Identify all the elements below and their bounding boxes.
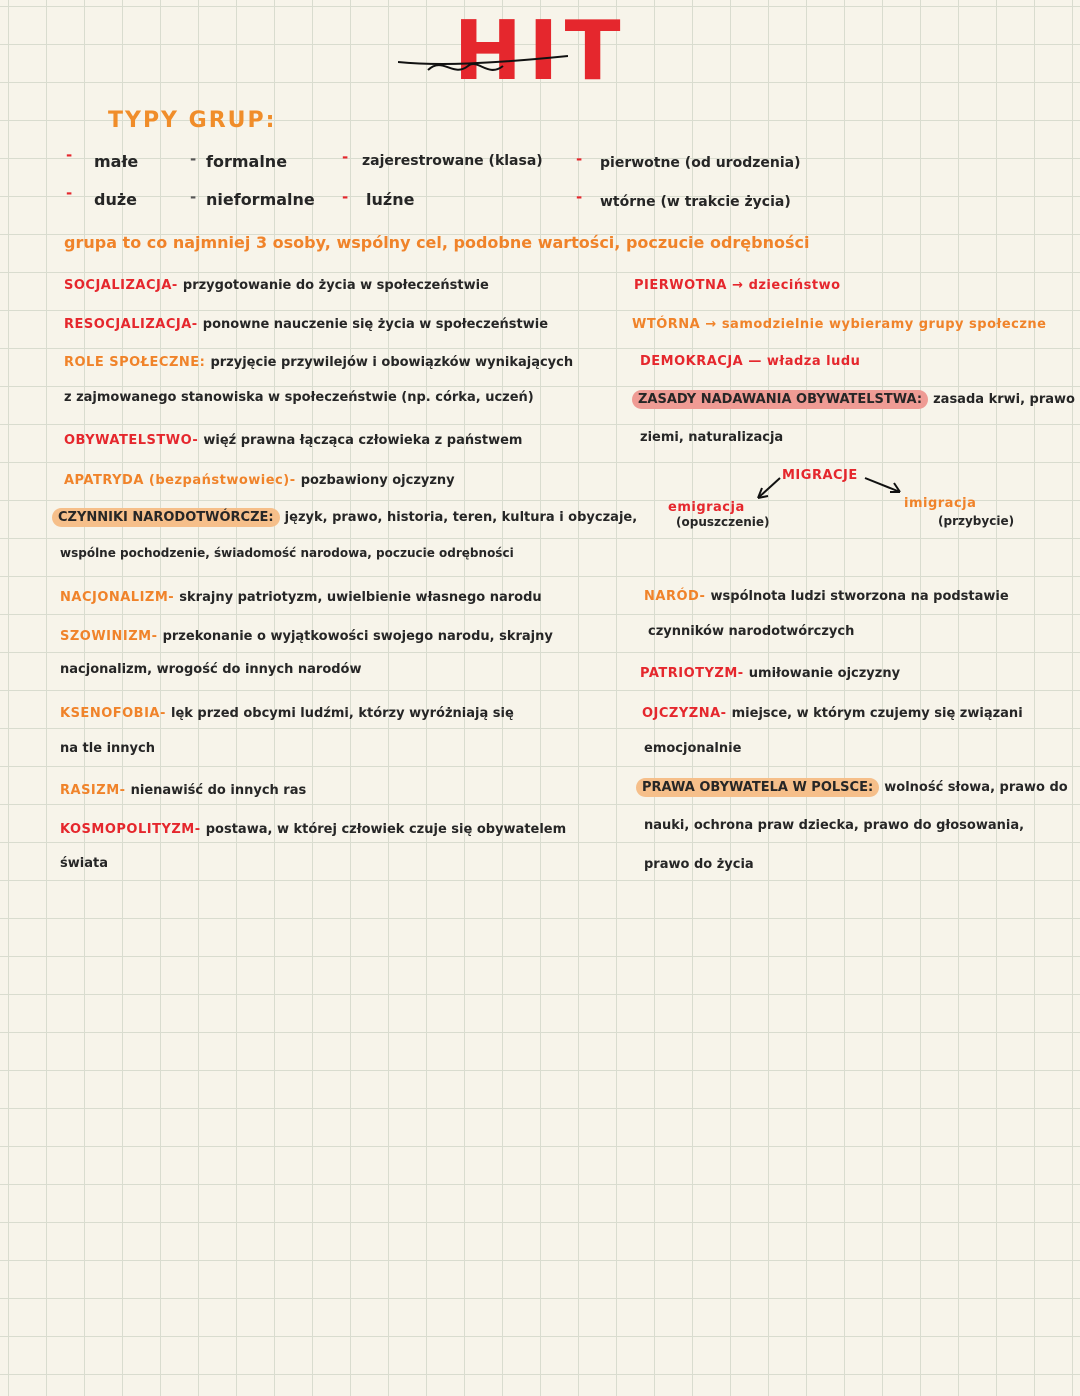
definition-continuation: świata	[60, 856, 108, 871]
highlighted-term: PRAWA OBYWATELA W POLSCE:	[636, 778, 879, 797]
definition-ojczyzna	[642, 702, 1023, 721]
term: OBYWATELSTWO-	[64, 433, 199, 448]
definition-role-spoleczne	[64, 351, 573, 370]
type-item: duże	[94, 190, 138, 209]
definition-continuation: z zajmowanego stanowiska w społeczeństwie (np. córka, uczeń)	[64, 390, 534, 405]
term: SZOWINIZM-	[60, 629, 158, 644]
group-definition: grupa to co najmniej 3 osoby, wspólny cel, podobne wartości, poczucie odrębności	[64, 233, 810, 252]
definition-socjalizacja	[64, 274, 489, 293]
definition-text: pozbawiony ojczyzny	[300, 473, 455, 488]
definition-continuation: na tle innych	[60, 741, 155, 756]
definition-continuation: czynników narodotwórczych	[648, 624, 855, 639]
definition-text: ponowne nauczenie się życia w społeczeństwie	[202, 317, 549, 332]
definition-text: nienawiść do innych ras	[130, 783, 307, 798]
definition-nacjonalizm	[60, 586, 542, 605]
definition-continuation: nauki, ochrona praw dziecka, prawo do głosowania,	[644, 818, 1025, 833]
page-title: HIT	[453, 4, 627, 99]
imigracja-note: (przybycie)	[938, 514, 1015, 528]
types-heading: TYPY GRUP:	[108, 108, 277, 133]
definition-text: język, prawo, historia, teren, kultura i obyczaje,	[284, 510, 638, 525]
term: KSENOFOBIA-	[60, 706, 166, 721]
title-scribble	[398, 48, 568, 88]
definition-demokracja: DEMOKRACJA — władza ludu	[640, 354, 861, 369]
imigracja-label: imigracja	[904, 496, 977, 511]
dash-marker: -	[66, 146, 73, 164]
term: RASIZM-	[60, 783, 126, 798]
dash-marker: -	[342, 188, 349, 206]
type-item: nieformalne	[206, 190, 315, 209]
emigracja-label: emigracja	[668, 500, 745, 515]
highlighted-term: ZASADY NADAWANIA OBYWATELSTWA:	[632, 390, 928, 409]
term: OJCZYZNA-	[642, 706, 727, 721]
dash-marker: -	[576, 188, 583, 206]
type-item: formalne	[206, 152, 288, 171]
definition-text: postawa, w której człowiek czuje się obywatelem	[205, 822, 567, 837]
term: APATRYDA (bezpaństwowiec)-	[64, 473, 296, 488]
definition-continuation: ziemi, naturalizacja	[640, 430, 784, 445]
definition-rasizm	[60, 779, 306, 798]
term: DEMOKRACJA	[640, 354, 744, 369]
term: PATRIOTYZM-	[640, 666, 744, 681]
term: PIERWOTNA	[634, 278, 727, 293]
highlighted-term: CZYNNIKI NARODOTWÓRCZE:	[52, 508, 280, 527]
term: NACJONALIZM-	[60, 590, 175, 605]
definition-szowinizm	[60, 625, 553, 644]
migracje-label: MIGRACJE	[782, 468, 858, 483]
type-item: luźne	[366, 190, 415, 209]
arrow-icon: →	[732, 278, 744, 293]
definition-text: wspólnota ludzi stworzona na podstawie	[710, 589, 1009, 604]
definition-resocjalizacja	[64, 313, 548, 332]
definition-apatryda	[64, 469, 455, 488]
term: KOSMOPOLITYZM-	[60, 822, 201, 837]
type-item: wtórne (w trakcie życia)	[600, 194, 791, 210]
dash-marker: -	[576, 150, 583, 168]
definition-text: dzieciństwo	[748, 278, 841, 293]
definition-kosmopolityzm	[60, 818, 566, 837]
definition-text: przekonanie o wyjątkowości swojego narodu, skrajny	[162, 629, 553, 644]
definition-text: więź prawna łącząca człowieka z państwem	[203, 433, 523, 448]
definition-text: umiłowanie ojczyzny	[748, 666, 901, 681]
definition-czynniki	[52, 506, 637, 525]
type-item: małe	[94, 152, 139, 171]
definition-pierwotna	[634, 274, 841, 293]
definition-text: władza ludu	[766, 354, 861, 369]
term: SOCJALIZACJA-	[64, 278, 178, 293]
definition-wtorna	[632, 313, 1046, 332]
dash-marker: -	[66, 184, 73, 202]
term: ROLE SPOŁECZNE:	[64, 355, 206, 370]
definition-text: przyjęcie przywilejów i obowiązków wynikających	[210, 355, 574, 370]
definition-text: zasada krwi, prawo	[933, 392, 1075, 407]
definition-text: lęk przed obcymi ludźmi, którzy wyróżniają się	[170, 706, 514, 721]
migracje-arrows	[740, 470, 910, 510]
dash-marker: -	[190, 188, 197, 206]
type-item: pierwotne (od urodzenia)	[600, 155, 801, 171]
term: RESOCJALIZACJA-	[64, 317, 198, 332]
emigracja-note: (opuszczenie)	[676, 515, 770, 529]
definition-zasady	[632, 388, 1075, 407]
definition-text: przygotowanie do życia w społeczeństwie	[182, 278, 489, 293]
definition-text: samodzielnie wybieramy grupy społeczne	[721, 317, 1047, 332]
type-item: zajerestrowane (klasa)	[362, 153, 543, 169]
definition-text: miejsce, w którym czujemy się związani	[731, 706, 1023, 721]
definition-continuation: emocjonalnie	[644, 741, 742, 756]
term: NARÓD-	[644, 589, 706, 604]
definition-text: wolność słowa, prawo do	[884, 780, 1068, 795]
definition-prawa-obywatela	[636, 776, 1068, 795]
definition-obywatelstwo	[64, 429, 522, 448]
arrow-icon: →	[705, 317, 717, 332]
term: WTÓRNA	[632, 317, 701, 332]
definition-continuation: nacjonalizm, wrogość do innych narodów	[60, 662, 362, 677]
dash-marker: -	[342, 148, 349, 166]
definition-text: skrajny patriotyzm, uwielbienie własnego narodu	[179, 590, 542, 605]
dash-marker: -	[190, 150, 197, 168]
definition-narod	[644, 585, 1009, 604]
definition-patriotyzm	[640, 662, 900, 681]
definition-ksenofobia	[60, 702, 514, 721]
definition-continuation: prawo do życia	[644, 857, 754, 872]
definition-continuation: wspólne pochodzenie, świadomość narodowa, poczucie odrębności	[60, 546, 514, 560]
